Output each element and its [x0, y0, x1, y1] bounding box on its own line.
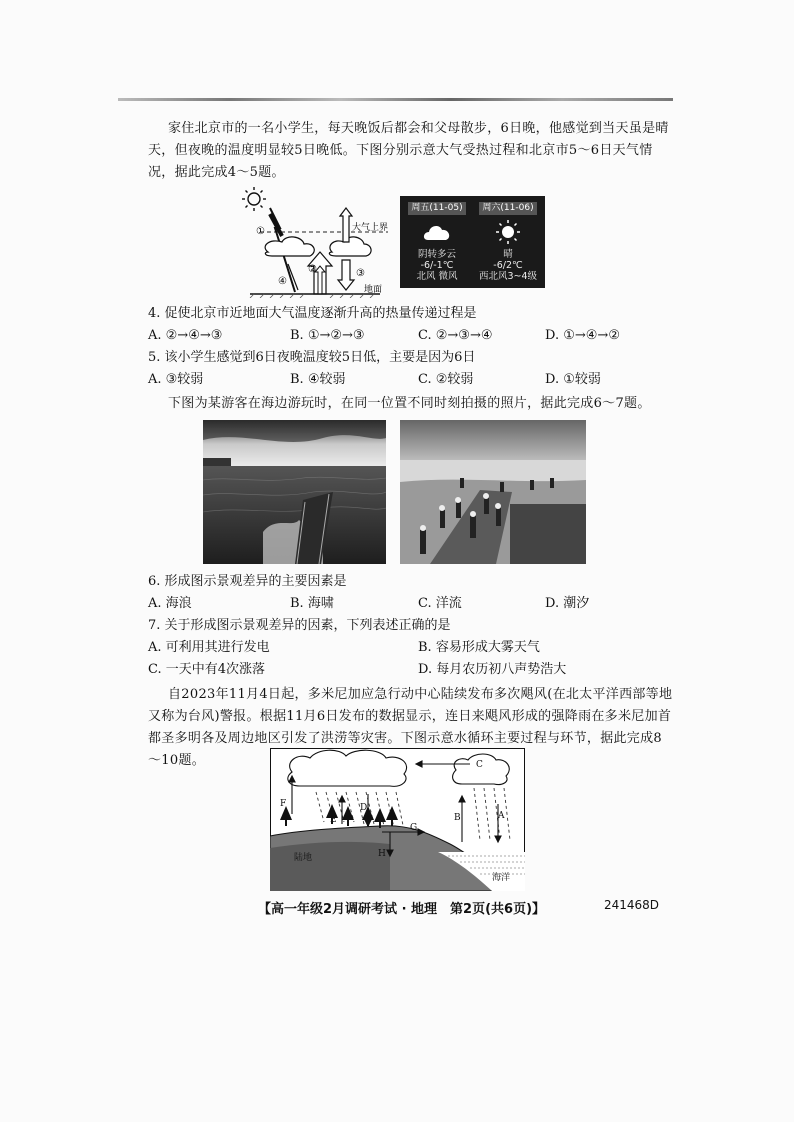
q4-option-b[interactable]: B. ①→②→③ [290, 328, 365, 343]
seaside-photo-high-tide [203, 420, 386, 564]
q4-option-c[interactable]: C. ②→③→④ [418, 328, 493, 343]
weather-day-2-temp: -6/2℃ [493, 260, 523, 271]
seaside-photo-low-tide [400, 420, 586, 564]
label-c: C [476, 760, 483, 770]
water-cycle-diagram [270, 748, 525, 891]
atmospheric-heating-diagram [240, 186, 390, 298]
q5-option-d[interactable]: D. ①较弱 [545, 372, 601, 387]
q4-option-d[interactable]: D. ①→④→② [545, 328, 620, 343]
label-b: B [454, 813, 461, 823]
weather-day-2-header: 周六(11-06) [479, 202, 537, 215]
intro-paragraph-2 [148, 393, 673, 415]
label-g: G [410, 823, 418, 833]
question-7-stem: 7. 关于形成图示景观差异的因素，下列表述正确的是 [148, 618, 451, 633]
q6-option-c[interactable]: C. 洋流 [418, 596, 462, 611]
weather-day-2-condition: 晴 [503, 249, 513, 260]
q7-option-c[interactable]: C. 一天中有4次涨落 [148, 662, 266, 677]
cloud-icon [402, 215, 472, 249]
weather-day-1-header: 周五(11-05) [408, 202, 466, 215]
label-a: A [498, 811, 505, 821]
q5-option-b[interactable]: B. ④较弱 [290, 372, 346, 387]
q5-option-a[interactable]: A. ③较弱 [148, 372, 204, 387]
label-ground: 地面 [364, 285, 383, 295]
marker-3: ③ [356, 268, 365, 279]
q7-option-d[interactable]: D. 每月农历初八声势浩大 [418, 662, 567, 677]
weather-day-1 [402, 196, 472, 288]
q6-option-a[interactable]: A. 海浪 [148, 596, 192, 611]
q6-option-b[interactable]: B. 海啸 [290, 596, 334, 611]
scan-top-line [118, 98, 673, 101]
weather-day-1-condition: 阴转多云 [417, 249, 456, 260]
sun-icon [242, 187, 266, 211]
q7-option-a[interactable]: A. 可利用其进行发电 [148, 640, 270, 655]
label-land: 陆地 [294, 853, 313, 863]
weather-day-1-temp: -6/-1℃ [420, 260, 454, 271]
marker-1: ① [256, 226, 265, 237]
marker-4: ④ [278, 276, 287, 287]
label-e: E [330, 815, 337, 825]
intro-text-1: 家住北京市的一名小学生，每天晚饭后都会和父母散步，6日晚，他感觉到当天虽是晴天，但夜晚的温度明显较5日晚低。下图分别示意大气受热过程和北京市5～6日天气情况，据此完成4～5题。 [148, 121, 669, 180]
label-h: H [378, 849, 386, 859]
weather-forecast-panel [400, 196, 545, 288]
label-ocean: 海洋 [492, 873, 511, 883]
sun-icon [473, 215, 543, 249]
question-5-stem: 5. 该小学生感觉到6日夜晚温度较5日低，主要是因为6日 [148, 350, 476, 365]
label-f: F [280, 799, 287, 809]
marker-2: ② [308, 264, 317, 275]
intro-text-2: 下图为某游客在海边游玩时，在同一位置不同时刻拍摄的照片，据此完成6～7题。 [168, 396, 651, 411]
label-d: D [360, 803, 368, 813]
intro-text-3: 自2023年11月4日起，多米尼加应急行动中心陆续发布多次飓风(在北太平洋西部等地又称为台风)警报。根据11月6日发布的数据显示，连日来飓风形成的强降雨在多米尼加首都圣多明各及周边地区引发了洪涝等灾害。下图示意水循环主要过程与环节，据此完成8～10题。 [148, 687, 673, 768]
label-atmosphere-top: 大气上界 [352, 223, 389, 233]
intro-paragraph-1 [148, 118, 673, 184]
paper-code: 241468D [604, 898, 660, 912]
q5-option-c[interactable]: C. ②较弱 [418, 372, 474, 387]
q6-option-d[interactable]: D. 潮汐 [545, 596, 590, 611]
question-4-stem: 4. 促使北京市近地面大气温度逐渐升高的热量传递过程是 [148, 306, 477, 321]
question-6-stem: 6. 形成图示景观差异的主要因素是 [148, 574, 347, 589]
weather-day-1-wind: 北风 微风 [416, 271, 458, 282]
weather-day-2-wind: 西北风3~4级 [478, 271, 538, 282]
weather-day-2 [473, 196, 543, 288]
page-footer: 【高一年级2月调研考试 · 地理 第2页(共6页)】 [258, 902, 546, 917]
q4-option-a[interactable]: A. ②→④→③ [148, 328, 223, 343]
q7-option-b[interactable]: B. 容易形成大雾天气 [418, 640, 540, 655]
